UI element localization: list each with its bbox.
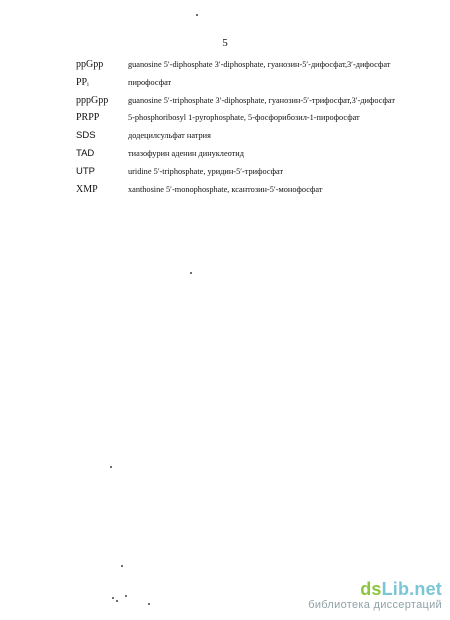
abbreviation: UTP [76, 166, 95, 177]
abbreviation: ppGpp [76, 59, 104, 70]
scan-speck [148, 603, 150, 605]
watermark-logo [308, 579, 442, 599]
scan-speck [190, 272, 192, 274]
abbreviation: XMP [76, 184, 98, 195]
abbreviation-description: тиазофурин аденин динуклеотид [128, 149, 244, 158]
watermark-logo-rest: Lib.net [381, 579, 442, 599]
abbreviation: PRPP [76, 112, 100, 123]
list-item [76, 94, 424, 108]
list-item [76, 183, 424, 196]
abbreviation-description: 5-phosphoribosyl 1-pyrophosphate, 5-фосфорибозил-1-пирофосфат [128, 113, 360, 122]
site-watermark [308, 579, 442, 612]
abbreviation: TAD [76, 148, 95, 159]
list-item [76, 165, 424, 178]
list-item [76, 147, 424, 160]
list-item [76, 111, 424, 124]
scan-speck [112, 597, 114, 599]
scan-speck [110, 466, 112, 468]
abbreviation-list [76, 58, 424, 201]
scan-speck [116, 600, 118, 602]
abbreviation-description: пирофосфат [128, 77, 172, 87]
scan-speck [121, 565, 123, 567]
abbreviation-description: xanthosine 5′-monophosphate, ксантозин-5′-монофосфат [128, 185, 323, 194]
abbreviation: SDS [76, 130, 96, 141]
page-number: 5 [222, 37, 228, 49]
abbreviation-description: guanosine 5′-triphosphate 3′-diphosphate, гуанозин-5′-трифосфат,3′-дифосфат [128, 95, 395, 105]
abbreviation-description: guanosine 5′-diphosphate 3′-diphosphate, гуанозин-5′-дифосфат,3′-дифосфат [128, 60, 391, 69]
scan-speck [125, 595, 127, 597]
list-item [76, 129, 424, 142]
scan-speck [196, 14, 198, 16]
abbreviation: pppGpp [76, 94, 109, 106]
list-item [76, 58, 424, 72]
abbreviation: PPᵢ [76, 76, 89, 88]
watermark-logo-prefix: ds [360, 579, 382, 599]
watermark-tagline: библиотека диссертаций [308, 599, 442, 611]
abbreviation-description: uridine 5′-triphosphate, уридин-5′-трифосфат [128, 167, 284, 176]
abbreviation-description: додецилсульфат натрия [128, 131, 211, 140]
list-item [76, 76, 424, 89]
